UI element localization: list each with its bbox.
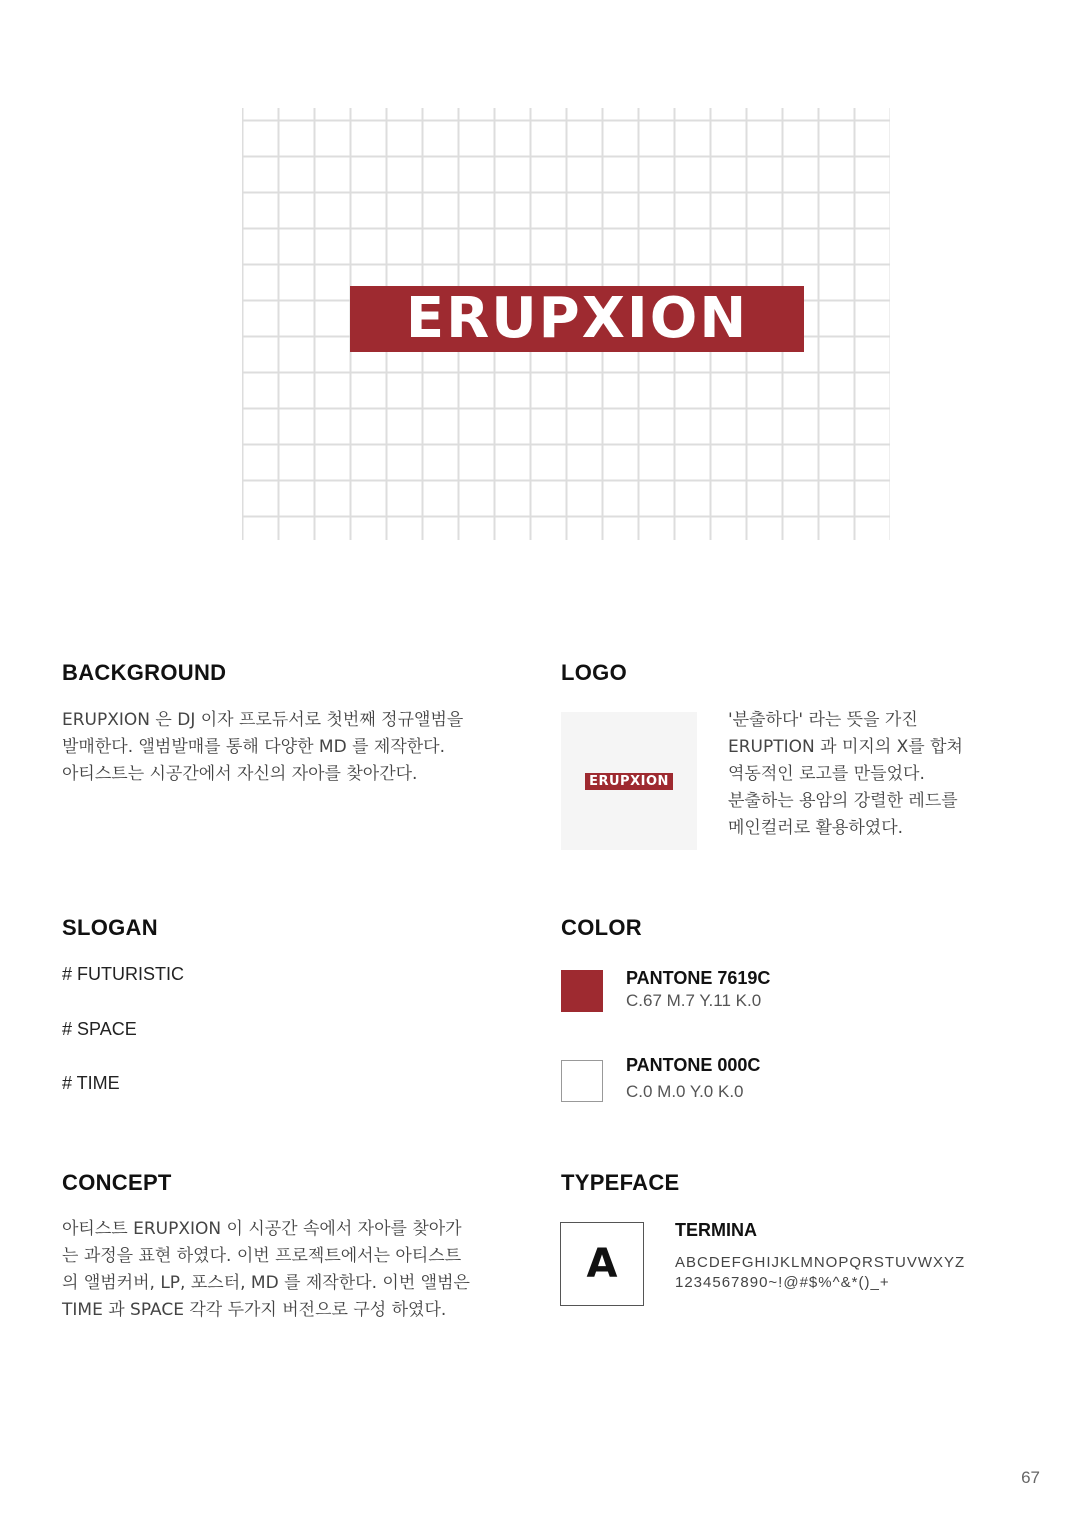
background-line-3: 아티스트는 시공간에서 자신의 자아를 찾아간다. (62, 764, 418, 784)
slogan-tag-space: # SPACE (62, 1019, 137, 1039)
typeface-specimen-box (560, 1222, 644, 1306)
logo-line-5: 메인컬러로 활용하였다. (728, 818, 904, 838)
pantone-red-name: PANTONE 7619C (626, 968, 771, 988)
page-number: 67 (1021, 1468, 1040, 1487)
background-heading: BACKGROUND (62, 660, 227, 685)
concept-heading: CONCEPT (62, 1170, 172, 1195)
slogan-tag-time: # TIME (62, 1073, 120, 1093)
concept-line-2: 는 과정을 표현 하였다. 이번 프로젝트에서는 아티스트 (62, 1246, 462, 1266)
concept-line-4: TIME 과 SPACE 각각 두가지 버전으로 구성 하였다. (62, 1300, 447, 1320)
logo-thumbnail (561, 712, 697, 850)
pantone-white-name: PANTONE 000C (626, 1055, 761, 1075)
slogan-heading: SLOGAN (62, 915, 158, 940)
logo-heading: LOGO (561, 660, 627, 685)
logo-thumbnail-wordmark: ERUPXION (585, 773, 673, 790)
color-swatch-red (561, 970, 603, 1012)
slogan-tag-futuristic: # FUTURISTIC (62, 964, 185, 984)
pantone-white-cmyk: C.0 M.0 Y.0 K.0 (626, 1082, 744, 1101)
logo-line-1: '분출하다' 라는 뜻을 가진 (728, 710, 918, 730)
color-heading: COLOR (561, 915, 642, 940)
typeface-name: TERMINA (675, 1220, 757, 1240)
logo-line-2: ERUPTION 과 미지의 X를 합쳐 (728, 737, 963, 757)
logo-line-4: 분출하는 용암의 강렬한 레드를 (728, 791, 958, 811)
typeface-specimen-glyph: A (586, 1241, 618, 1287)
pantone-red-cmyk: C.67 M.7 Y.11 K.0 (626, 991, 762, 1010)
typeface-alphabet: ABCDEFGHIJKLMNOPQRSTUVWXYZ (675, 1254, 966, 1271)
concept-line-3: 의 앨범커버, LP, 포스터, MD 를 제작한다. 이번 앨범은 (62, 1273, 470, 1293)
background-line-2: 발매한다. 앨범발매를 통해 다양한 MD 를 제작한다. (62, 737, 446, 757)
typeface-symbols: 1234567890~!@#$%^&*()_+ (675, 1274, 890, 1291)
background-line-1: ERUPXION 은 DJ 이자 프로듀서로 첫번째 정규앨범을 (62, 710, 464, 730)
typeface-heading: TYPEFACE (561, 1170, 680, 1195)
logo-slash-mark (572, 268, 662, 370)
concept-line-1: 아티스트 ERUPXION 이 시공간 속에서 자아를 찾아가 (62, 1219, 462, 1239)
logo-line-3: 역동적인 로고를 만들었다. (728, 764, 925, 784)
color-swatch-white (561, 1060, 603, 1102)
logo-wordmark: ERUPXION (405, 286, 749, 351)
